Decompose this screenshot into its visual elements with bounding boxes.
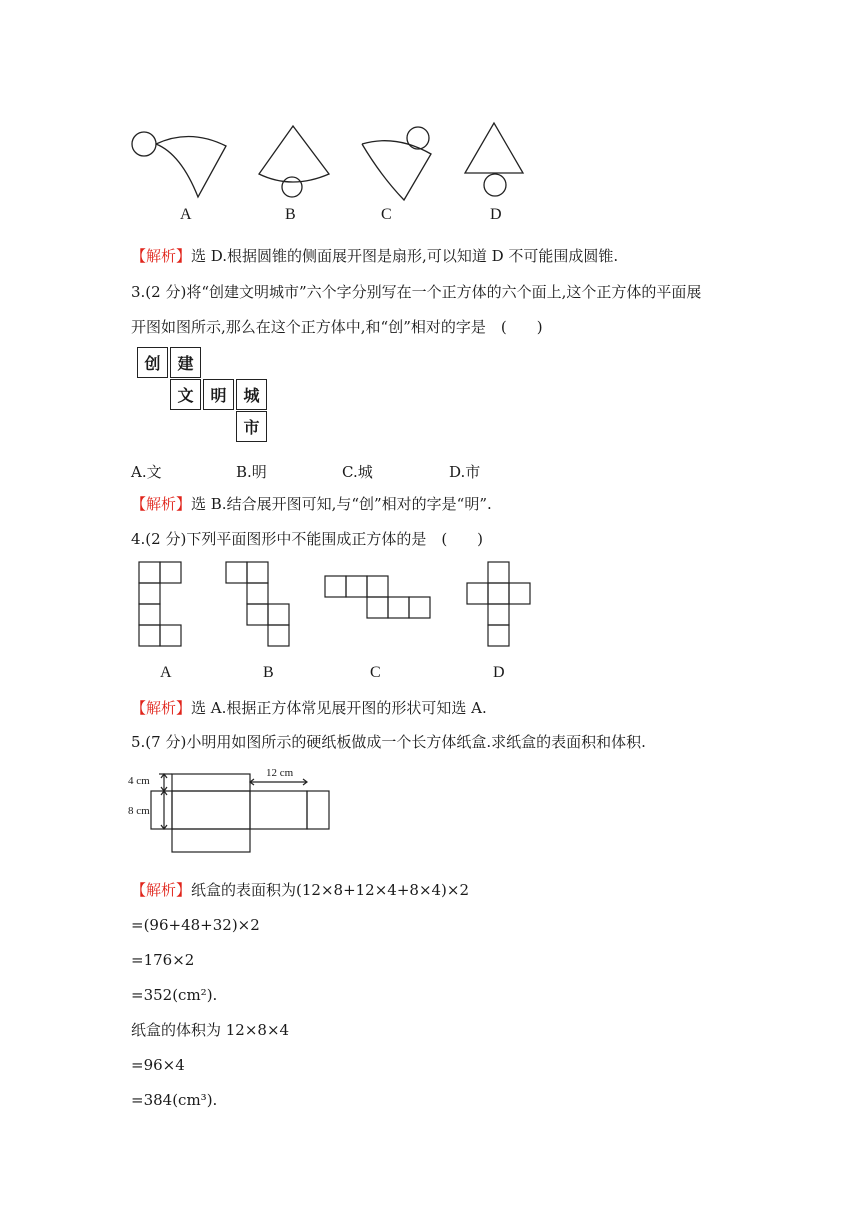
option-b: B.明 bbox=[236, 463, 267, 481]
q3-text-line2: 开图如图所示,那么在这个正方体中,和“创”相对的字是 ( ) bbox=[131, 318, 543, 336]
cone-net-figure bbox=[128, 118, 548, 228]
box-net-figure bbox=[128, 767, 348, 857]
q5-text: 5.(7 分)小明用如图所示的硬纸板做成一个长方体纸盒.求纸盒的表面积和体积. bbox=[131, 733, 646, 751]
q5-step-6: =384(cm³). bbox=[131, 1091, 218, 1109]
q5-analysis bbox=[131, 880, 469, 900]
q5-analysis-text: 纸盒的表面积为(12×8+12×4+8×4)×2 bbox=[191, 881, 470, 899]
net-cell: 城 bbox=[236, 379, 267, 410]
dim-label-length: 12 cm bbox=[266, 767, 294, 779]
net-label-d: D bbox=[493, 664, 505, 681]
analysis-tag: 【解析】 bbox=[131, 495, 192, 513]
cone-label-d: D bbox=[490, 206, 502, 223]
cube-nets-drawing bbox=[139, 562, 539, 652]
q3-analysis-text: 选 B.结合展开图可知,与“创”相对的字是“明”. bbox=[191, 495, 492, 513]
net-label-b: B bbox=[263, 664, 274, 681]
q5-step-4: 纸盒的体积为 12×8×4 bbox=[131, 1021, 290, 1039]
dim-label-side: 8 cm bbox=[128, 805, 150, 817]
dim-label-top: 4 cm bbox=[128, 775, 150, 787]
net-label-c: C bbox=[370, 664, 381, 681]
q5-step-5: =96×4 bbox=[131, 1056, 185, 1074]
option-c: C.城 bbox=[342, 463, 373, 481]
q3-options bbox=[131, 461, 531, 481]
net-cell: 建 bbox=[170, 347, 201, 378]
cube-net-options-figure bbox=[139, 562, 539, 681]
q5-step-3: =352(cm²). bbox=[131, 986, 218, 1004]
q3-analysis bbox=[131, 494, 492, 514]
q4-analysis bbox=[131, 698, 487, 718]
q5-step-1: =(96+48+32)×2 bbox=[131, 916, 260, 934]
net-cell: 市 bbox=[236, 411, 267, 442]
net-cell: 创 bbox=[137, 347, 168, 378]
q5-step-2: =176×2 bbox=[131, 951, 195, 969]
option-a: A.文 bbox=[131, 463, 162, 481]
option-d: D.市 bbox=[449, 463, 481, 481]
q4-analysis-text: 选 A.根据正方体常见展开图的形状可知选 A. bbox=[191, 699, 487, 717]
box-net-drawing bbox=[128, 767, 348, 857]
net-cell: 文 bbox=[170, 379, 201, 410]
q3-text-line1: 3.(2 分)将“创建文明城市”六个字分别写在一个正方体的六个面上,这个正方体的平面展 bbox=[131, 283, 702, 301]
analysis-tag: 【解析】 bbox=[131, 699, 192, 717]
cone-label-c: C bbox=[381, 206, 392, 223]
analysis-tag: 【解析】 bbox=[131, 881, 192, 899]
q4-text: 4.(2 分)下列平面图形中不能围成正方体的是 ( ) bbox=[131, 530, 484, 548]
cone-label-a: A bbox=[180, 206, 192, 223]
analysis-tag: 【解析】 bbox=[131, 247, 192, 265]
cone-label-b: B bbox=[285, 206, 296, 223]
q2-analysis bbox=[131, 246, 618, 266]
q2-analysis-text: 选 D.根据圆锥的侧面展开图是扇形,可以知道 D 不可能围成圆锥. bbox=[191, 247, 619, 265]
net-label-a: A bbox=[160, 664, 172, 681]
net-cell: 明 bbox=[203, 379, 234, 410]
cube-net-characters bbox=[137, 347, 269, 445]
